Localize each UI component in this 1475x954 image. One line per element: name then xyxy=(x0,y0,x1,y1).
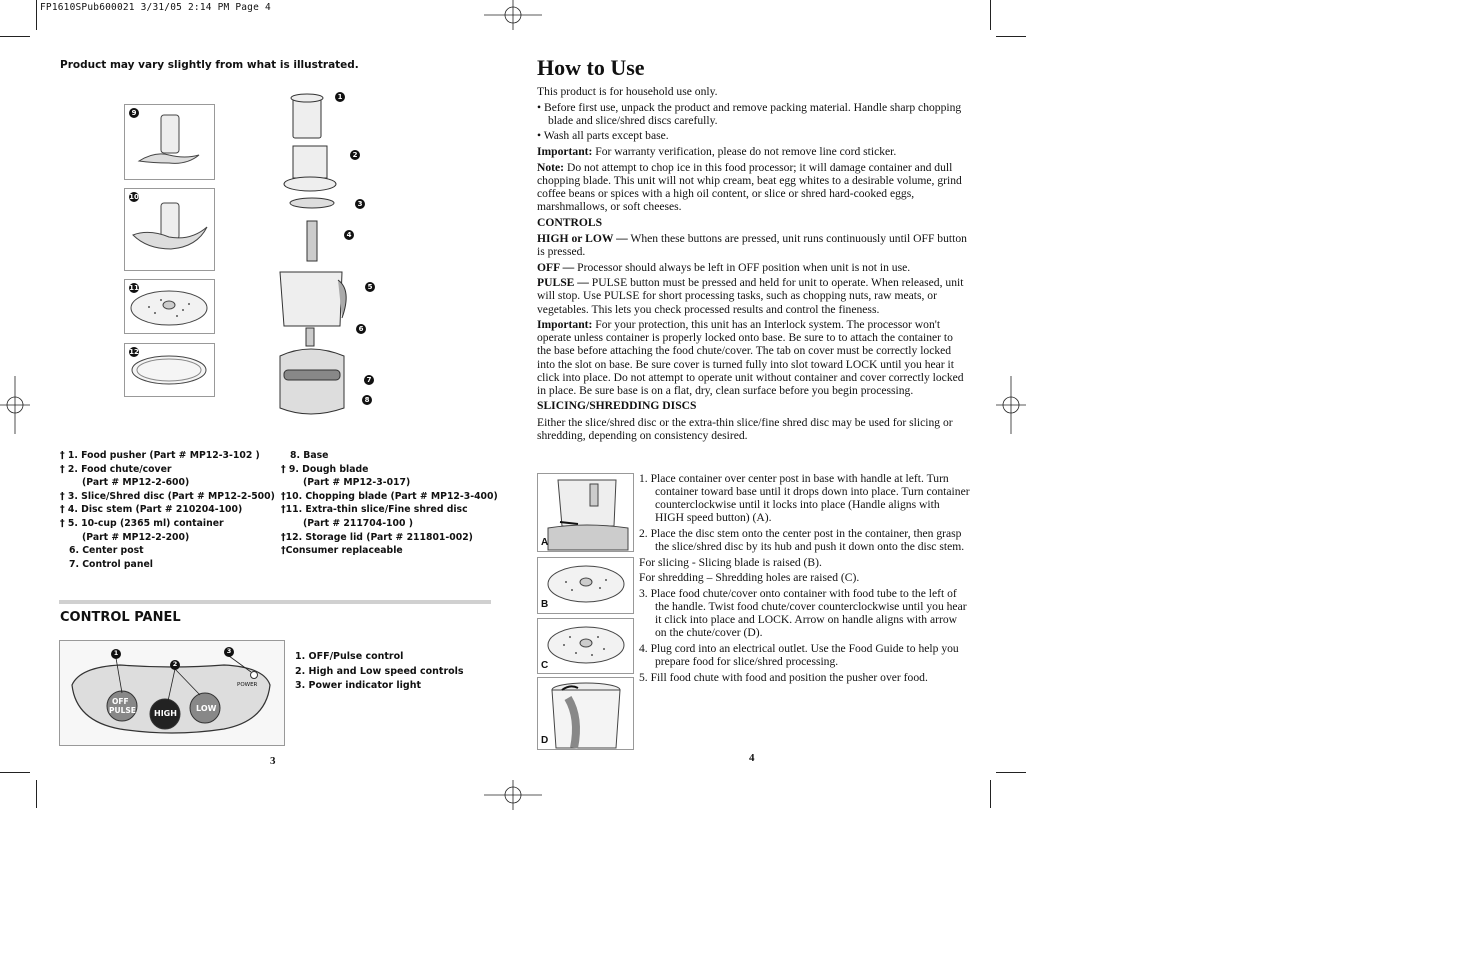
part-5: † 5. 10-cup (2365 ml) container xyxy=(60,517,224,529)
pulse-paragraph: PULSE — PULSE button must be pressed and held for unit to operate. When released, unit will stop. Use PULSE for short processing tasks, such as chopping nuts, raw meats, or vegetables. This lets you check processed results and control the fineness. xyxy=(537,276,964,316)
for-shredding: For shredding – Shredding holes are raised (C). xyxy=(639,571,860,585)
bullet-first-use: • Before first use, unpack the product and remove packing material. Handle sharp chopping blade and slice/shred discs carefully. xyxy=(537,100,962,127)
slicing-disc-icon xyxy=(538,558,633,613)
high-button-label: HIGH xyxy=(154,709,177,718)
part-9-number: (Part # MP12-3-017) xyxy=(303,477,411,489)
page-number-right: 4 xyxy=(749,752,755,764)
cp-legend-3: 3. Power indicator light xyxy=(295,680,422,692)
figure-c xyxy=(537,618,634,674)
controls-heading: CONTROLS xyxy=(537,215,603,229)
step-5: 5. Fill food chute with food and position the pusher over food. xyxy=(639,670,928,684)
step-3: 3. Place food chute/cover onto container with food tube to the left of the handle. Twist food chute/cover counterclockwise until you hear it click into place and LOCK. Arrow on handle aligns with arrow on the chute/cover (D). xyxy=(639,587,967,640)
for-slicing: For slicing - Slicing blade is raised (B). xyxy=(639,555,822,569)
callout-7: 7 xyxy=(364,375,374,385)
control-panel-shape xyxy=(60,641,284,745)
power-light-label: POWER xyxy=(237,682,258,688)
print-slug: FP1610SPub600021 3/31/05 2:14 PM Page 4 xyxy=(40,2,271,13)
step-2: 2. Place the disc stem onto the center post in the container, then grasp the slice/shred disc by its hub and push it down onto the disc stem. xyxy=(639,526,965,554)
page-number-left: 3 xyxy=(270,755,276,767)
note-paragraph: Note: Do not attempt to chop ice in this food processor; it will damage container and dull chopping blade. This unit will not whip cream, beat egg whites to a desirable volume, grind coffee beans or spices with a high oil content, or slice or shred hard-cooked eggs, marshmallows, or soft cheeses. xyxy=(537,160,962,214)
chopping-blade-thumb xyxy=(124,188,215,271)
callout-8: 8 xyxy=(362,395,372,405)
step-1: 1. Place container over center post in base with handle at left. Turn container toward base until it drops down into place. Turn container counterclockwise until it locks into place (Handle aligns with HIGH speed button) (A). xyxy=(639,472,970,525)
part-5-number: (Part # MP12-2-200) xyxy=(82,531,190,543)
figure-a-label: A xyxy=(541,537,549,548)
callout-11: 11 xyxy=(129,284,139,292)
illustration-note: Product may vary slightly from what is illustrated. xyxy=(60,59,359,71)
important-interlock: Important: For your protection, this unit has an Interlock system. The processor won't operate unless container is properly locked onto base. Be sure to to attach the container to the base before attaching the food chute/cover. The tab on cover must be correctly locked into the slot on base. Be sure cover is turned fully into slot toward LOCK until you hear it click into place. Do not attempt to operate unit without container and cover correctly locked in place. Be sure base is on a flat, dry, clean surface before you begin processing. xyxy=(537,318,964,397)
part-9: † 9. Dough blade xyxy=(281,463,369,475)
callout-4: 4 xyxy=(344,230,354,240)
important-warranty: Important: For warranty verification, please do not remove line cord sticker. xyxy=(537,145,897,159)
chute-cover-lock-icon xyxy=(538,678,633,749)
off-button-label: OFF xyxy=(112,697,129,706)
how-to-use-body xyxy=(537,85,969,444)
part-6: 6. Center post xyxy=(69,545,144,557)
step-4: 4. Plug cord into an electrical outlet. Use the Food Guide to help you prepare food for slice/shred processing. xyxy=(639,642,959,669)
shredding-disc-icon xyxy=(538,619,633,673)
part-10: †10. Chopping blade (Part # MP12-3-400) xyxy=(281,490,498,502)
parts-list-col1 xyxy=(60,449,275,571)
part-11: †11. Extra-thin slice/Fine shred disc xyxy=(281,504,468,516)
low-button-label: LOW xyxy=(196,704,217,713)
pulse-button-label: PULSE xyxy=(109,706,136,715)
off-paragraph: OFF — Processor should always be left in OFF position when unit is not in use. xyxy=(537,260,911,274)
part-7: 7. Control panel xyxy=(69,558,153,570)
callout-10: 10 xyxy=(129,193,139,201)
high-low-paragraph: HIGH or LOW — When these buttons are pressed, unit runs continuously until OFF button is pressed. xyxy=(537,231,967,258)
dough-blade-thumb xyxy=(124,104,215,180)
control-panel-illustration xyxy=(59,640,285,746)
part-2: † 2. Food chute/cover xyxy=(60,463,172,475)
steps-block-1 xyxy=(639,472,971,687)
part-2-number: (Part # MP12-2-600) xyxy=(82,477,190,489)
cp-callout-2: 2 xyxy=(172,660,178,668)
slicing-intro: Either the slice/shred disc or the extra-thin slice/fine shred disc may be used for slicing or shredding, depending on consistency desired. xyxy=(537,415,953,442)
consumer-replaceable-note: †Consumer replaceable xyxy=(281,545,403,557)
storage-lid-thumb xyxy=(124,343,215,397)
section-divider xyxy=(59,600,491,604)
part-3: † 3. Slice/Shred disc (Part # MP12-2-500) xyxy=(60,490,275,502)
callout-5: 5 xyxy=(365,282,375,292)
bullet-wash: • Wash all parts except base. xyxy=(537,129,669,143)
figure-b xyxy=(537,557,634,614)
figure-c-label: C xyxy=(541,660,549,671)
figure-a xyxy=(537,473,634,552)
control-panel-legend xyxy=(295,650,464,694)
part-11-number: (Part # 211704-100 ) xyxy=(303,517,413,529)
part-12: †12. Storage lid (Part # 211801-002) xyxy=(281,531,473,543)
callout-1: 1 xyxy=(335,92,345,102)
parts-list-col2 xyxy=(281,449,498,558)
dough-blade-icon xyxy=(125,105,214,179)
cp-legend-1: 1. OFF/Pulse control xyxy=(295,651,404,662)
cp-legend-2: 2. High and Low speed controls xyxy=(295,665,464,677)
intro: This product is for household use only. xyxy=(537,85,718,98)
part-4: † 4. Disc stem (Part # 210204-100) xyxy=(60,504,243,516)
cp-callout-3: 3 xyxy=(226,647,232,655)
chopping-blade-icon xyxy=(125,189,214,270)
callout-3: 3 xyxy=(355,199,365,209)
container-on-base-icon xyxy=(538,474,633,551)
figure-d-label: D xyxy=(541,735,549,746)
callout-9: 9 xyxy=(129,108,139,118)
control-panel-title: CONTROL PANEL xyxy=(60,610,181,625)
callout-12: 12 xyxy=(129,348,139,356)
figure-d xyxy=(537,677,634,750)
cp-callout-1: 1 xyxy=(113,649,119,657)
callout-6: 6 xyxy=(356,324,366,334)
slicing-heading: SLICING/SHREDDING DISCS xyxy=(537,399,697,413)
page-title: How to Use xyxy=(537,55,645,80)
fine-shred-disc-thumb xyxy=(124,279,215,334)
figure-b-label: B xyxy=(541,599,549,610)
part-1: † 1. Food pusher (Part # MP12-3-102 ) xyxy=(60,450,260,461)
part-8: 8. Base xyxy=(290,450,329,461)
callout-2: 2 xyxy=(350,150,360,160)
